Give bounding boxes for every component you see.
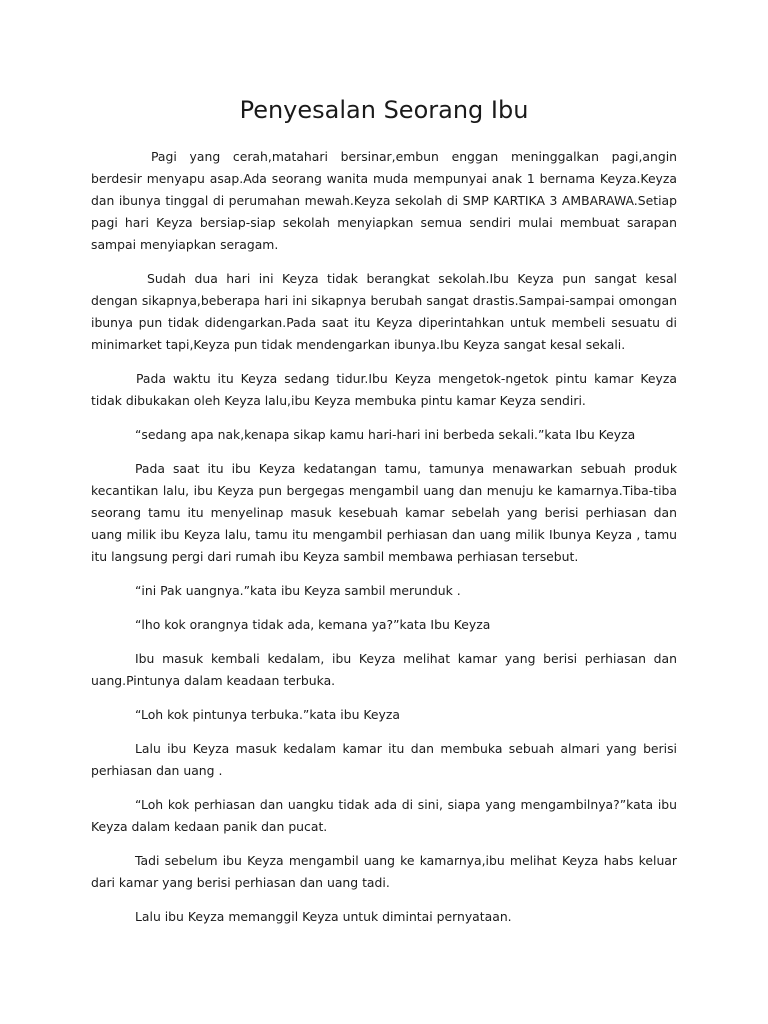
paragraph-1: Pagi yang cerah,matahari bersinar,embun enggan meninggalkan pagi,angin berdesir menyapu asap.Ada seorang wanita muda mempunyai anak 1 bernama Keyza.Keyza dan ibunya tinggal di perumahan mewah.Keyza sekolah di SMP KARTIKA 3 AMBARAWA.Setiap pagi hari Keyza bersiap-siap sekolah menyiapkan semua sendiri mulai membuat sarapan sampai menyiapkan seragam. <box>91 149 677 252</box>
paragraph-5: Pada saat itu ibu Keyza kedatangan tamu, tamunya menawarkan sebuah produk kecantikan lalu, ibu Keyza pun bergegas mengambil uang dan menuju ke kamarnya.Tiba-tiba seorang tamu itu menyelinap masuk kesebuah kamar sebelah yang berisi perhiasan dan uang milik ibu Keyza lalu, tamu itu mengambil perhiasan dan uang milik Ibunya Keyza , tamu itu langsung pergi dari rumah ibu Keyza sambil membawa perhiasan tersebut. <box>91 461 677 564</box>
paragraph-4: “sedang apa nak,kenapa sikap kamu hari-hari ini berbeda sekali.”kata Ibu Keyza <box>135 427 636 442</box>
paragraph-11: “Loh kok perhiasan dan uangku tidak ada di sini, siapa yang mengambilnya?”kata ibu Keyza dalam kedaan panik dan pucat. <box>91 797 677 834</box>
paragraph-12: Tadi sebelum ibu Keyza mengambil uang ke kamarnya,ibu melihat Keyza habs keluar dari kamar yang berisi perhiasan dan uang tadi. <box>91 853 677 890</box>
paragraph-6: “ini Pak uangnya.”kata ibu Keyza sambil merunduk . <box>135 583 461 598</box>
paragraph-8: Ibu masuk kembali kedalam, ibu Keyza melihat kamar yang berisi perhiasan dan uang.Pintunya dalam keadaan terbuka. <box>91 651 677 688</box>
paragraph-10: Lalu ibu Keyza masuk kedalam kamar itu dan membuka sebuah almari yang berisi perhiasan dan uang . <box>91 741 677 778</box>
document-title: Penyesalan Seorang Ibu <box>239 96 529 124</box>
paragraph-9: “Loh kok pintunya terbuka.”kata ibu Keyza <box>135 707 400 722</box>
paragraph-3: Pada waktu itu Keyza sedang tidur.Ibu Keyza mengetok-ngetok pintu kamar Keyza tidak dibukakan oleh Keyza lalu,ibu Keyza membuka pintu kamar Keyza sendiri. <box>91 371 677 408</box>
paragraph-2: Sudah dua hari ini Keyza tidak berangkat sekolah.Ibu Keyza pun sangat kesal dengan sikapnya,beberapa hari ini sikapnya berubah sangat drastis.Sampai-sampai omongan ibunya pun tidak didengarkan.Pada saat itu Keyza diperintahkan untuk membeli sesuatu di minimarket tapi,Keyza pun tidak mendengarkan ibunya.Ibu Keyza sangat kesal sekali. <box>91 271 677 352</box>
paragraph-7: “lho kok orangnya tidak ada, kemana ya?”kata Ibu Keyza <box>135 617 491 632</box>
paragraph-13: Lalu ibu Keyza memanggil Keyza untuk dimintai pernyataan. <box>135 909 512 924</box>
document-body <box>91 146 677 940</box>
